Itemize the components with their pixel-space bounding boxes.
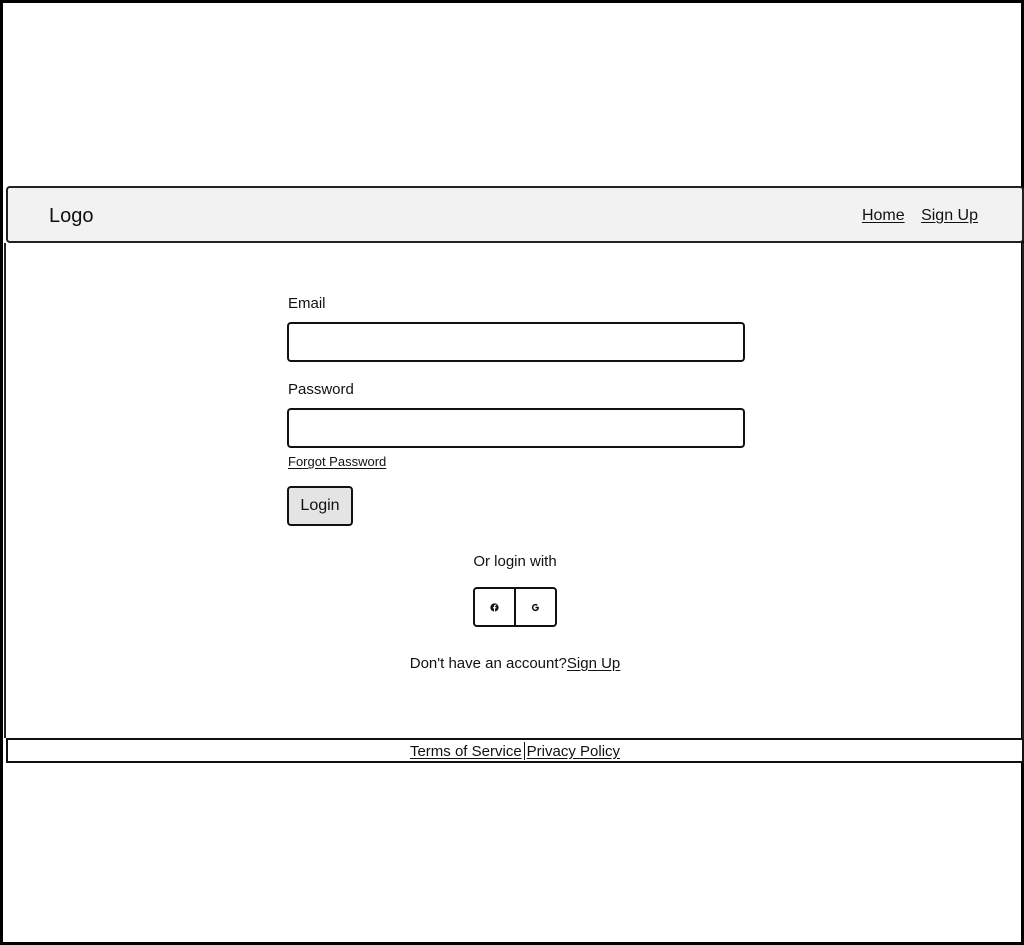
email-label: Email [288, 295, 326, 312]
logo[interactable]: Logo [49, 205, 94, 227]
facebook-icon [490, 603, 499, 612]
google-login-button[interactable] [514, 587, 557, 627]
password-label: Password [288, 381, 354, 398]
email-field[interactable] [287, 322, 745, 362]
nav-home-link[interactable]: Home [861, 207, 905, 224]
left-border [4, 243, 6, 738]
login-button[interactable]: Login [287, 486, 353, 526]
nav-signup-link[interactable]: Sign Up [921, 207, 978, 224]
header-bar [6, 186, 1024, 243]
footer-links [8, 742, 1022, 760]
privacy-policy-link[interactable]: Privacy Policy [526, 743, 621, 760]
forgot-password-link[interactable]: Forgot Password [288, 454, 387, 469]
top-nav [862, 207, 978, 225]
social-login-group [473, 587, 558, 627]
facebook-login-button[interactable] [473, 587, 516, 627]
social-login-prompt: Or login with [473, 553, 557, 570]
signup-prompt: Don't have an account? [409, 655, 567, 672]
password-field[interactable] [287, 408, 745, 448]
signup-link[interactable]: Sign Up [566, 655, 621, 672]
terms-of-service-link[interactable]: Terms of Service [409, 743, 522, 760]
google-icon [531, 603, 540, 612]
signup-row [315, 655, 715, 672]
footer [6, 738, 1024, 763]
footer-divider [524, 742, 525, 760]
